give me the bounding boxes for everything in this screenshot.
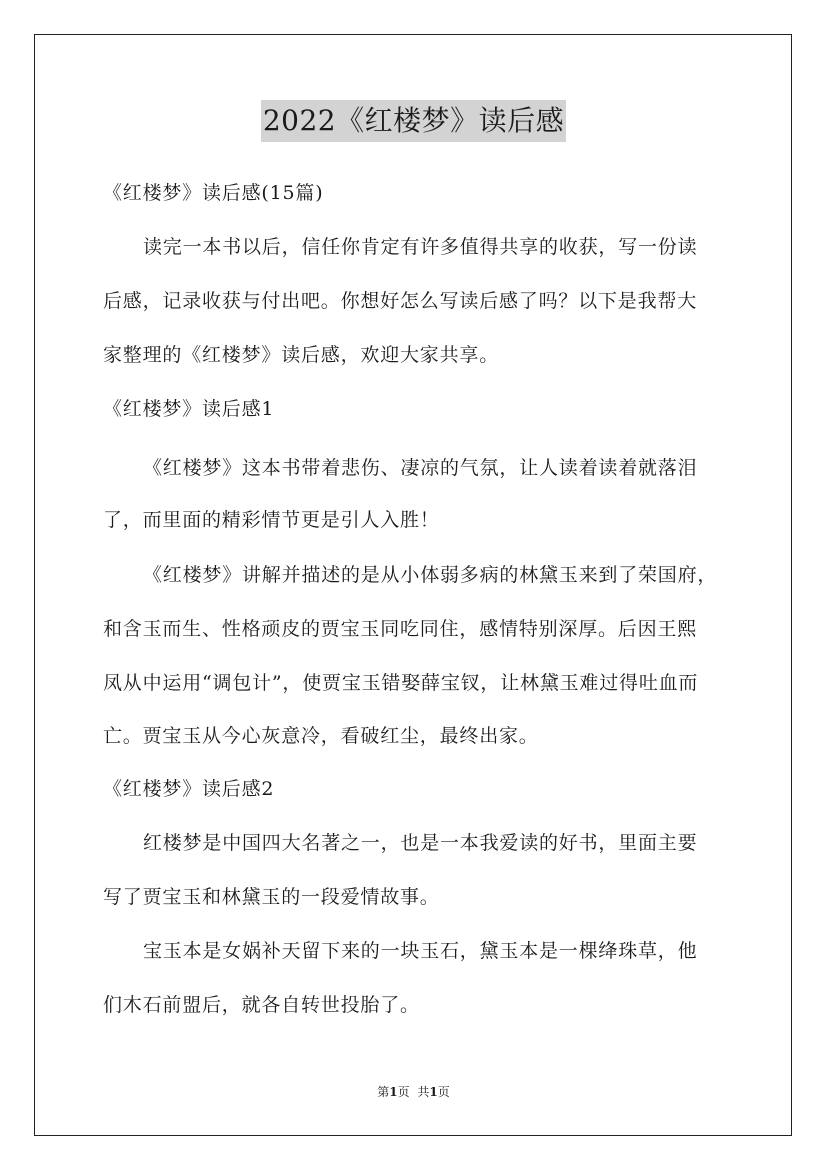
page-footer: [0, 1083, 827, 1101]
document-title: 2022《红楼梦》读后感: [261, 100, 566, 142]
paragraph-line: 读完一本书以后，信任你肯定有许多值得共享的收获，写一份读: [143, 236, 698, 258]
paragraph-line: 《红楼梦》讲解并描述的是从小体弱多病的林黛玉来到了荣国府，: [143, 564, 718, 586]
paragraph-line: 凤从中运用“调包计”，使贾宝玉错娶薛宝钗，让林黛玉难过得吐血而: [103, 672, 699, 694]
section-heading-1: 《红楼梦》读后感1: [103, 398, 275, 420]
paragraph-line: 《红楼梦》这本书带着悲伤、凄凉的气氛，让人读着读着就落泪: [143, 457, 698, 479]
subtitle: 《红楼梦》读后感(15篇): [103, 182, 324, 204]
paragraph-line: 亡。贾宝玉从今心灰意冷，看破红尘，最终出家。: [103, 725, 539, 747]
title-container: [0, 100, 827, 142]
paragraph-line: 家整理的《红楼梦》读后感，欢迎大家共享。: [103, 344, 500, 366]
total-label-prefix: 共: [417, 1085, 430, 1099]
total-label-suffix: 页: [437, 1085, 450, 1099]
section-heading-2: 《红楼梦》读后感2: [103, 778, 275, 800]
total-pages: 1: [429, 1085, 438, 1099]
paragraph-line: 后感，记录收获与付出吧。你想好怎么写读后感了吗？以下是我帮大: [103, 290, 698, 312]
paragraph-line: 和含玉而生、性格顽皮的贾宝玉同吃同住，感情特别深厚。后因王熙: [103, 618, 698, 640]
paragraph-line: 写了贾宝玉和林黛玉的一段爱情故事。: [103, 886, 440, 908]
paragraph-line: 宝玉本是女娲补天留下来的一块玉石，黛玉本是一棵绛珠草，他: [143, 940, 698, 962]
page-label-prefix: 第: [377, 1085, 390, 1099]
page-number: 1: [389, 1085, 398, 1099]
page-label-suffix: 页: [397, 1085, 410, 1099]
paragraph-line: 们木石前盟后，就各自转世投胎了。: [103, 994, 420, 1016]
paragraph-line: 了，而里面的精彩情节更是引人入胜！: [103, 509, 440, 531]
paragraph-line: 红楼梦是中国四大名著之一，也是一本我爱读的好书，里面主要: [143, 832, 698, 854]
